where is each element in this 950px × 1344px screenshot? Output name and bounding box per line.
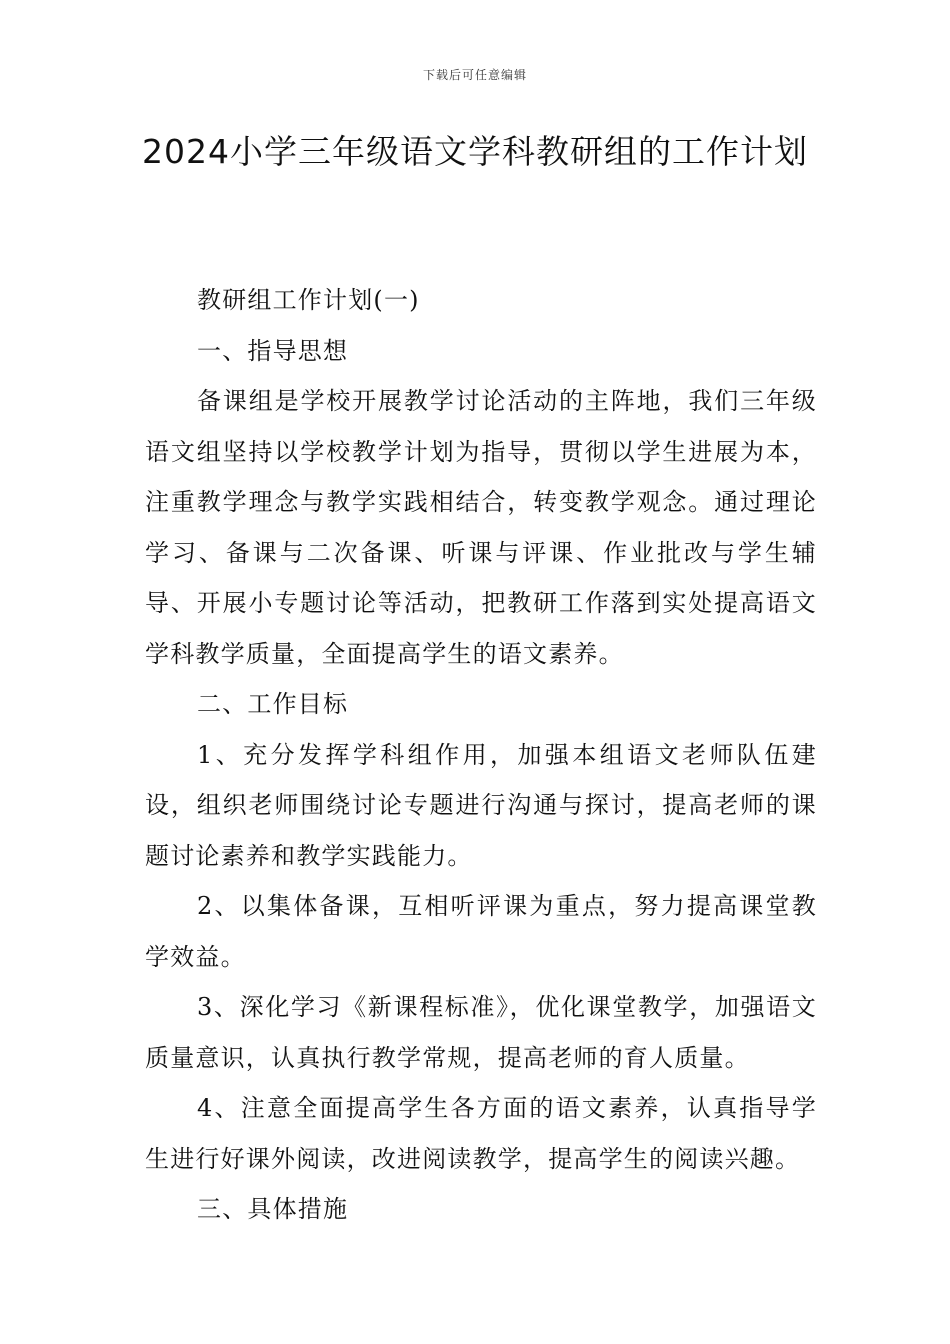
paragraph-goal-3: 3、深化学习《新课程标准》，优化课堂教学，加强语文质量意识，认真执行教学常规，提高老师的育人质量。 <box>145 993 817 1072</box>
section-heading-measures: 三、具体措施 <box>197 1195 349 1223</box>
document-body <box>145 275 817 1235</box>
section-subtitle: 教研组工作计划(一) <box>197 286 420 314</box>
paragraph-goal-4: 4、注意全面提高学生各方面的语文素养，认真指导学生进行好课外阅读，改进阅读教学，提高学生的阅读兴趣。 <box>145 1094 817 1173</box>
page-header-note: 下载后可任意编辑 <box>422 68 527 82</box>
paragraph-goal-2: 2、以集体备课，互相听评课为重点，努力提高课堂教学效益。 <box>145 892 817 971</box>
paragraph-goal-1: 1、充分发挥学科组作用，加强本组语文老师队伍建设，组织老师围绕讨论专题进行沟通与探讨，提高老师的课题讨论素养和教学实践能力。 <box>145 740 817 870</box>
document-title: 2024小学三年级语文学科教研组的工作计划 <box>142 132 808 171</box>
section-heading-work-goals: 二、工作目标 <box>197 690 349 718</box>
section-heading-guiding-ideology: 一、指导思想 <box>197 336 349 365</box>
paragraph-guiding-ideology: 备课组是学校开展教学讨论活动的主阵地，我们三年级语文组坚持以学校教学计划为指导，贯彻以学生进展为本，注重教学理念与教学实践相结合，转变教学观念。通过理论学习、备课与二次备课、听课与评课、作业批改与学生辅导、开展小专题讨论等活动，把教研工作落到实处提高语文学科教学质量，全面提高学生的语文素养。 <box>145 387 817 668</box>
